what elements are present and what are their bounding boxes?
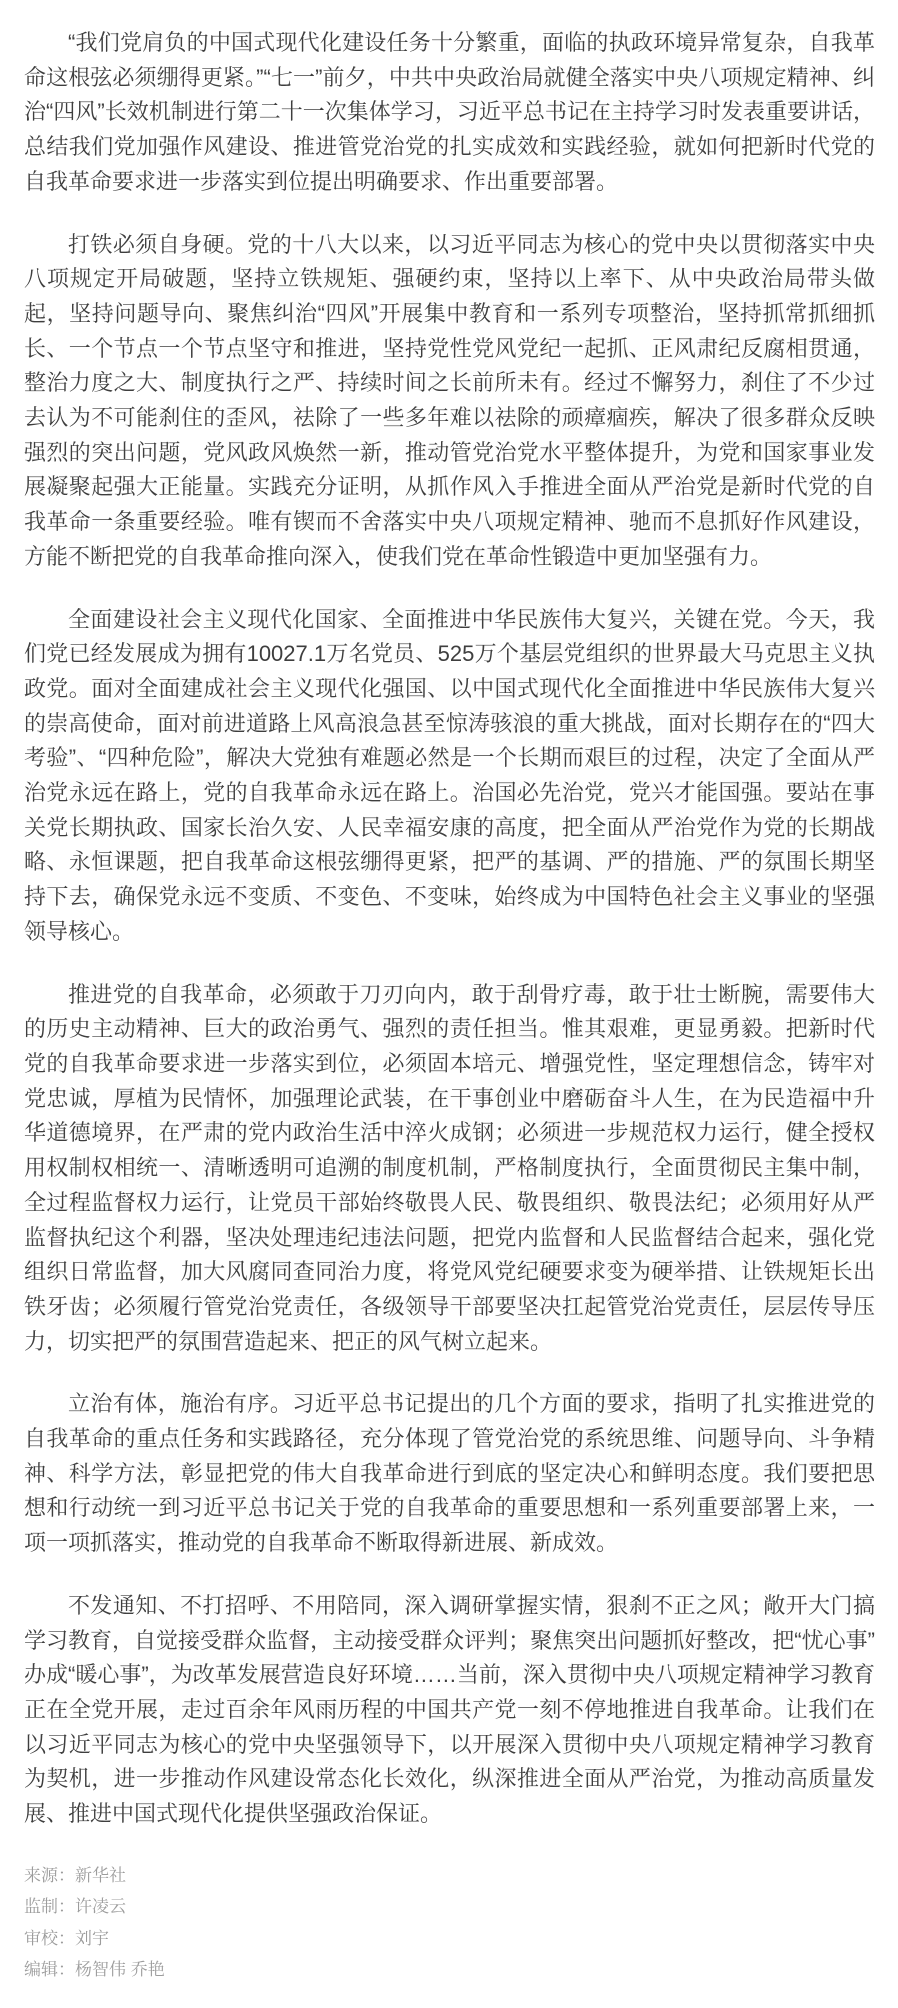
article-credits [24, 1860, 875, 1986]
article-paragraph-3: 全面建设社会主义现代化国家、全面推进中华民族伟大复兴，关键在党。今天，我们党已经发展成为拥有10027.1万名党员、525万个基层党组织的世界最大马克思主义执政党。面对全面建成社会主义现代化强国、以中国式现代化全面推进中华民族伟大复兴的崇高使命，面对前进道路上风高浪急甚至惊涛骇浪的重大挑战，面对长期存在的“四大考验”、“四种危险”，解决大党独有难题必然是一个长期而艰巨的过程，决定了全面从严治党永远在路上，党的自我革命永远在路上。治国必先治党，党兴才能国强。要站在事关党长期执政、国家长治久安、人民幸福安康的高度，把全面从严治党作为党的长期战略、永恒课题，把自我革命这根弦绷得更紧，把严的基调、严的措施、严的氛围长期坚持下去，确保党永远不变质、不变色、不变味，始终成为中国特色社会主义事业的坚强领导核心。 [24, 606, 875, 944]
article-paragraph-1: “我们党肩负的中国式现代化建设任务十分繁重，面临的执政环境异常复杂，自我革命这根弦必须绷得更紧。”“七一”前夕，中共中央政治局就健全落实中央八项规定精神、纠治“四风”长效机制进行第二十一次集体学习，习近平总书记在主持学习时发表重要讲话，总结我们党加强作风建设、推进管党治党的扎实成效和实践经验，就如何把新时代党的自我革命要求进一步落实到位提出明确要求、作出重要部署。 [24, 30, 875, 194]
article-paragraph-2: 打铁必须自身硬。党的十八大以来，以习近平同志为核心的党中央以贯彻落实中央八项规定开局破题，坚持立铁规矩、强硬约束，坚持以上率下、从中央政治局带头做起，坚持问题导向、聚焦纠治“四风”开展集中教育和一系列专项整治，坚持抓常抓细抓长、一个节点一个节点坚守和推进，坚持党性党风党纪一起抓、正风肃纪反腐相贯通，整治力度之大、制度执行之严、持续时间之长前所未有。经过不懈努力，刹住了不少过去认为不可能刹住的歪风，祛除了一些多年难以祛除的顽瘴痼疾，解决了很多群众反映强烈的突出问题，党风政风焕然一新，推动管党治党水平整体提升，为党和国家事业发展凝聚起强大正能量。实践充分证明，从抓作风入手推进全面从严治党是新时代党的自我革命一条重要经验。唯有锲而不舍落实中央八项规定精神、驰而不息抓好作风建设，方能不断把党的自我革命推向深入，使我们党在革命性锻造中更加坚强有力。 [24, 231, 875, 569]
credit-proofreader: 审校：刘宇 [24, 1928, 109, 1948]
credit-source: 来源：新华社 [24, 1865, 126, 1885]
credit-editor: 编辑：杨智伟 乔艳 [24, 1960, 165, 1980]
article-paragraph-4: 推进党的自我革命，必须敢于刀刃向内，敢于刮骨疗毒，敢于壮士断腕，需要伟大的历史主动精神、巨大的政治勇气、强烈的责任担当。惟其艰难，更显勇毅。把新时代党的自我革命要求进一步落实到位，必须固本培元、增强党性，坚定理想信念，铸牢对党忠诚，厚植为民情怀，加强理论武装，在干事创业中磨砺奋斗人生，在为民造福中升华道德境界，在严肃的党内政治生活中淬火成钢；必须进一步规范权力运行，健全授权用权制权相统一、清晰透明可追溯的制度机制，严格制度执行，全面贯彻民主集中制，全过程监督权力运行，让党员干部始终敬畏人民、敬畏组织、敬畏法纪；必须用好从严监督执纪这个利器，坚决处理违纪违法问题，把党内监督和人民监督结合起来，强化党组织日常监督，加大风腐同查同治力度，将党风党纪硬要求变为硬举措、让铁规矩长出铁牙齿；必须履行管党治党责任，各级领导干部要坚决扛起管党治党责任，层层传导压力，切实把严的氛围营造起来、把正的风气树立起来。 [24, 981, 875, 1354]
article-paragraph-6: 不发通知、不打招呼、不用陪同，深入调研掌握实情，狠刹不正之风；敞开大门搞学习教育，自觉接受群众监督，主动接受群众评判；聚焦突出问题抓好整改，把“忧心事”办成“暖心事”，为改革发展营造良好环境……当前，深入贯彻中央八项规定精神学习教育正在全党开展，走过百余年风雨历程的中国共产党一刻不停地推进自我革命。让我们在以习近平同志为核心的党中央坚强领导下，以开展深入贯彻中央八项规定精神学习教育为契机，进一步推动作风建设常态化长效化，纵深推进全面从严治党，为推动高质量发展、推进中国式现代化提供坚强政治保证。 [24, 1592, 875, 1827]
credit-supervisor: 监制：许凌云 [24, 1897, 126, 1917]
article-paragraph-5: 立治有体，施治有序。习近平总书记提出的几个方面的要求，指明了扎实推进党的自我革命的重点任务和实践路径，充分体现了管党治党的系统思维、问题导向、斗争精神、科学方法，彰显把党的伟大自我革命进行到底的坚定决心和鲜明态度。我们要把思想和行动统一到习近平总书记关于党的自我革命的重要思想和一系列重要部署上来，一项一项抓落实，推动党的自我革命不断取得新进展、新成效。 [24, 1391, 875, 1556]
